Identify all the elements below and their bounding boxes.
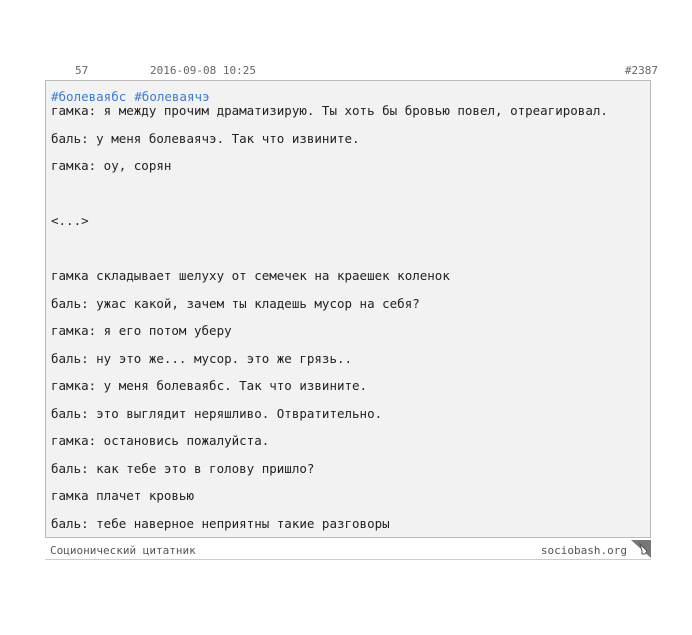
quote-line: <...>	[51, 213, 89, 228]
site-domain-link[interactable]: sociobash.org	[540, 544, 627, 557]
quote-line	[51, 186, 646, 214]
quote-line: баль: ужас какой, зачем ты кладешь мусор на себя?	[51, 295, 420, 311]
quote-line	[51, 241, 646, 269]
quote-date: 2016-09-08 10:25	[150, 64, 256, 77]
quote-line: гамка плачет кровью	[51, 488, 194, 503]
quote-meta	[0, 64, 692, 78]
quote-tags	[51, 89, 218, 104]
quote-line: гамка: у меня болеваябс. Так что извините.	[51, 378, 368, 393]
quote-line: гамка складывает шелуху от семечек на краешек коленок	[51, 268, 450, 283]
quote-line: баль: ну это же... мусор. это же грязь..	[51, 350, 353, 366]
tag-link[interactable]: #болеваячэ	[134, 89, 210, 104]
quote-footer	[45, 540, 651, 560]
quote-box	[45, 80, 651, 538]
site-name: Соционический цитатник	[50, 544, 196, 557]
quote-line: баль: как тебе это в голову пришло?	[51, 460, 315, 476]
quote-text	[51, 103, 646, 538]
quote-id-link[interactable]: #2387	[624, 64, 658, 77]
quote-line: гамка: остановись пожалуйста.	[51, 433, 270, 448]
pen-corner-icon[interactable]	[631, 540, 651, 558]
quote-line: гамка: оу, сорян	[51, 158, 172, 173]
tag-link[interactable]: #болеваябс	[51, 89, 127, 104]
quote-line: баль: тебе наверное неприятны такие разговоры	[51, 515, 390, 531]
quote-rating: 57	[75, 64, 89, 77]
quote-line: баль: у меня болеваячэ. Так что извините.	[51, 130, 360, 146]
quote-line: баль: это выглядит неряшливо. Отвратительно.	[51, 405, 383, 421]
quote-line: гамка: я его потом уберу	[51, 323, 232, 338]
quote-line: гамка: я между прочим драматизирую. Ты хоть бы бровью повел, отреагировал.	[51, 103, 608, 118]
